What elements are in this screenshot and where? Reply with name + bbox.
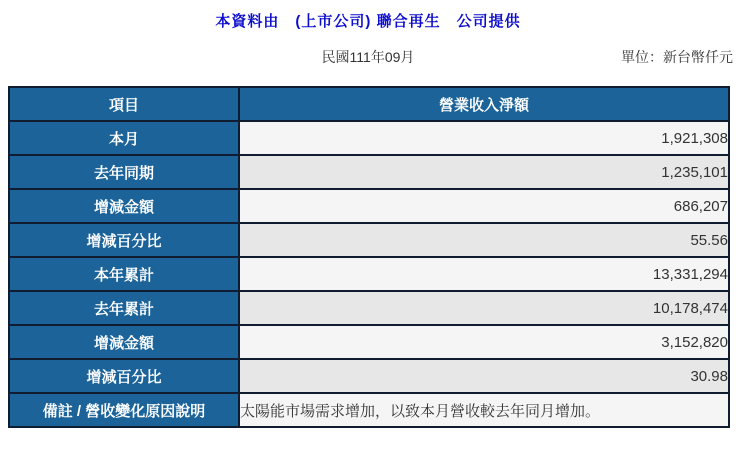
- row-label: 本年累計: [9, 257, 239, 291]
- row-label: 增減金額: [9, 325, 239, 359]
- table-row: [9, 291, 729, 325]
- report-period: 民國111年09月: [321, 49, 415, 65]
- row-label: 增減金額: [9, 189, 239, 223]
- remark-text: 太陽能市場需求增加，以致本月營收較去年同月增加。: [239, 393, 729, 427]
- row-label: 增減百分比: [9, 359, 239, 393]
- table-row: [9, 189, 729, 223]
- row-value: 1,921,308: [239, 121, 729, 155]
- row-label: 去年同期: [9, 155, 239, 189]
- table-header-row: [9, 87, 729, 121]
- page-title: 本資料由 (上市公司) 聯合再生 公司提供: [215, 13, 521, 30]
- subtitle-row: [0, 47, 736, 65]
- remark-row: [9, 393, 729, 427]
- table-row: [9, 257, 729, 291]
- column-header-net-revenue: 營業收入淨額: [239, 87, 729, 121]
- row-value: 13,331,294: [239, 257, 729, 291]
- table-row: [9, 155, 729, 189]
- row-value: 10,178,474: [239, 291, 729, 325]
- column-header-item: 項目: [9, 87, 239, 121]
- row-value: 1,235,101: [239, 155, 729, 189]
- row-value: 3,152,820: [239, 325, 729, 359]
- row-value: 55.56: [239, 223, 729, 257]
- row-value: 686,207: [239, 189, 729, 223]
- table-row: [9, 223, 729, 257]
- revenue-table: [8, 86, 730, 428]
- currency-unit-label: 單位：新台幣仟元: [621, 49, 733, 65]
- row-label: 增減百分比: [9, 223, 239, 257]
- table-row: [9, 325, 729, 359]
- row-label: 本月: [9, 121, 239, 155]
- row-label: 去年累計: [9, 291, 239, 325]
- row-value: 30.98: [239, 359, 729, 393]
- table-row: [9, 359, 729, 393]
- remark-label: 備註 / 營收變化原因說明: [9, 393, 239, 427]
- table-row: [9, 121, 729, 155]
